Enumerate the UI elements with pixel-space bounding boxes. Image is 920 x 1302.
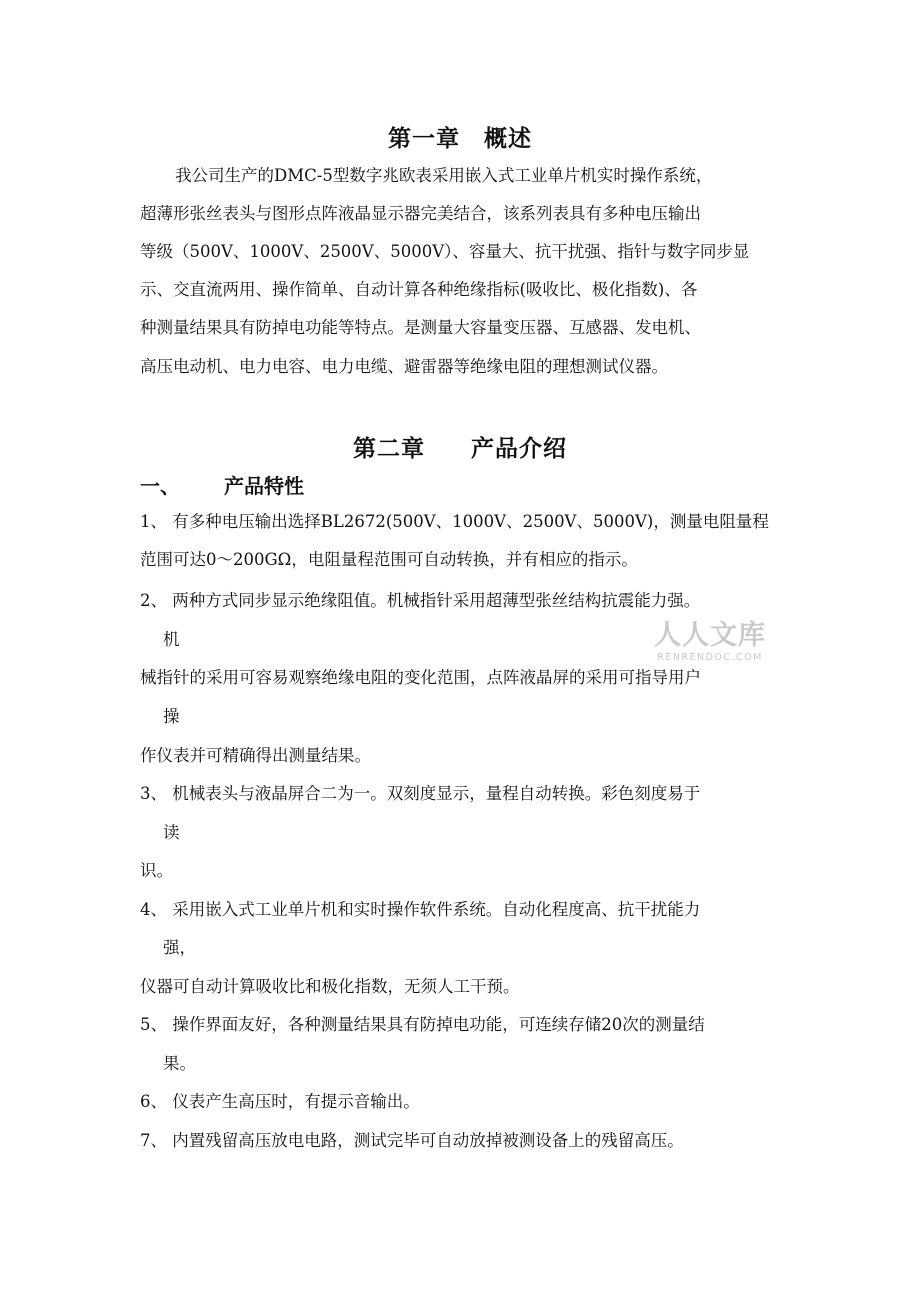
feature-line: 3、 机械表头与液晶屏合二为一。双刻度显示，量程自动转换。彩色刻度易于 [140, 784, 701, 803]
watermark-logo [648, 620, 772, 664]
feature-line: 械指针的采用可容易观察绝缘电阻的变化范围，点阵液晶屏的采用可指导用户 [140, 668, 701, 687]
feature-line: 5、 操作界面友好，各种测量结果具有防掉电功能，可连续存储20次的测量结 [140, 1015, 705, 1034]
chapter-2-name: 产品介绍 [471, 436, 567, 462]
paragraph-line: 等级（500V、1000V、2500V、5000V）、容量大、抗干扰强、指针与数字同步显 [140, 242, 750, 261]
feature-line: 作仪表并可精确得出测量结果。 [140, 746, 371, 765]
chapter-2-number: 第二章 [353, 436, 425, 462]
paragraph-line: 我公司生产的DMC-5型数字兆欧表采用嵌入式工业单片机实时操作系统， [175, 166, 713, 185]
feature-line: 果。 [163, 1054, 196, 1073]
feature-line: 6、 仪表产生高压时，有提示音输出。 [140, 1092, 420, 1111]
feature-line: 识。 [140, 861, 173, 880]
paragraph-line: 种测量结果具有防掉电功能等特点。是测量大容量变压器、互感器、发电机、 [140, 318, 701, 337]
chapter-1-title [0, 120, 920, 153]
watermark-cn: 人人文库 [654, 620, 766, 651]
feature-line: 7、 内置残留高压放电电路，测试完毕可自动放掉被测设备上的残留高压。 [140, 1131, 684, 1150]
chapter-2-title [0, 430, 920, 463]
feature-line: 读 [163, 823, 180, 842]
section-1-title [140, 470, 304, 499]
feature-line: 1、 有多种电压输出选择BL2672(500V、1000V、2500V、5000V)，测量电阻量程 [140, 512, 769, 531]
chapter-1-name: 概述 [484, 126, 532, 152]
feature-line: 2、 两种方式同步显示绝缘阻值。机械指针采用超薄型张丝结构抗震能力强。 [140, 591, 701, 610]
section-1-number: 一、 [140, 474, 180, 498]
feature-line: 机 [163, 630, 180, 649]
feature-line: 强， [163, 938, 196, 957]
section-1-name: 产品特性 [224, 474, 304, 498]
feature-line: 操 [163, 707, 180, 726]
paragraph-line: 示、交直流两用、操作简单、自动计算各种绝缘指标(吸收比、极化指数)、各 [140, 280, 698, 299]
feature-line: 4、 采用嵌入式工业单片机和实时操作软件系统。自动化程度高、抗干扰能力 [140, 900, 701, 919]
paragraph-line: 高压电动机、电力电容、电力电缆、避雷器等绝缘电阻的理想测试仪器。 [140, 357, 668, 376]
feature-line: 仪器可自动计算吸收比和极化指数，无须人工干预。 [140, 977, 520, 996]
feature-line: 范围可达0～200GΩ，电阻量程范围可自动转换，并有相应的指示。 [140, 550, 638, 569]
chapter-1-number: 第一章 [388, 126, 460, 152]
watermark-en: RENRENDOC.COM [657, 652, 763, 663]
paragraph-line: 超薄形张丝表头与图形点阵液晶显示器完美结合，该系列表具有多种电压输出 [140, 204, 701, 223]
